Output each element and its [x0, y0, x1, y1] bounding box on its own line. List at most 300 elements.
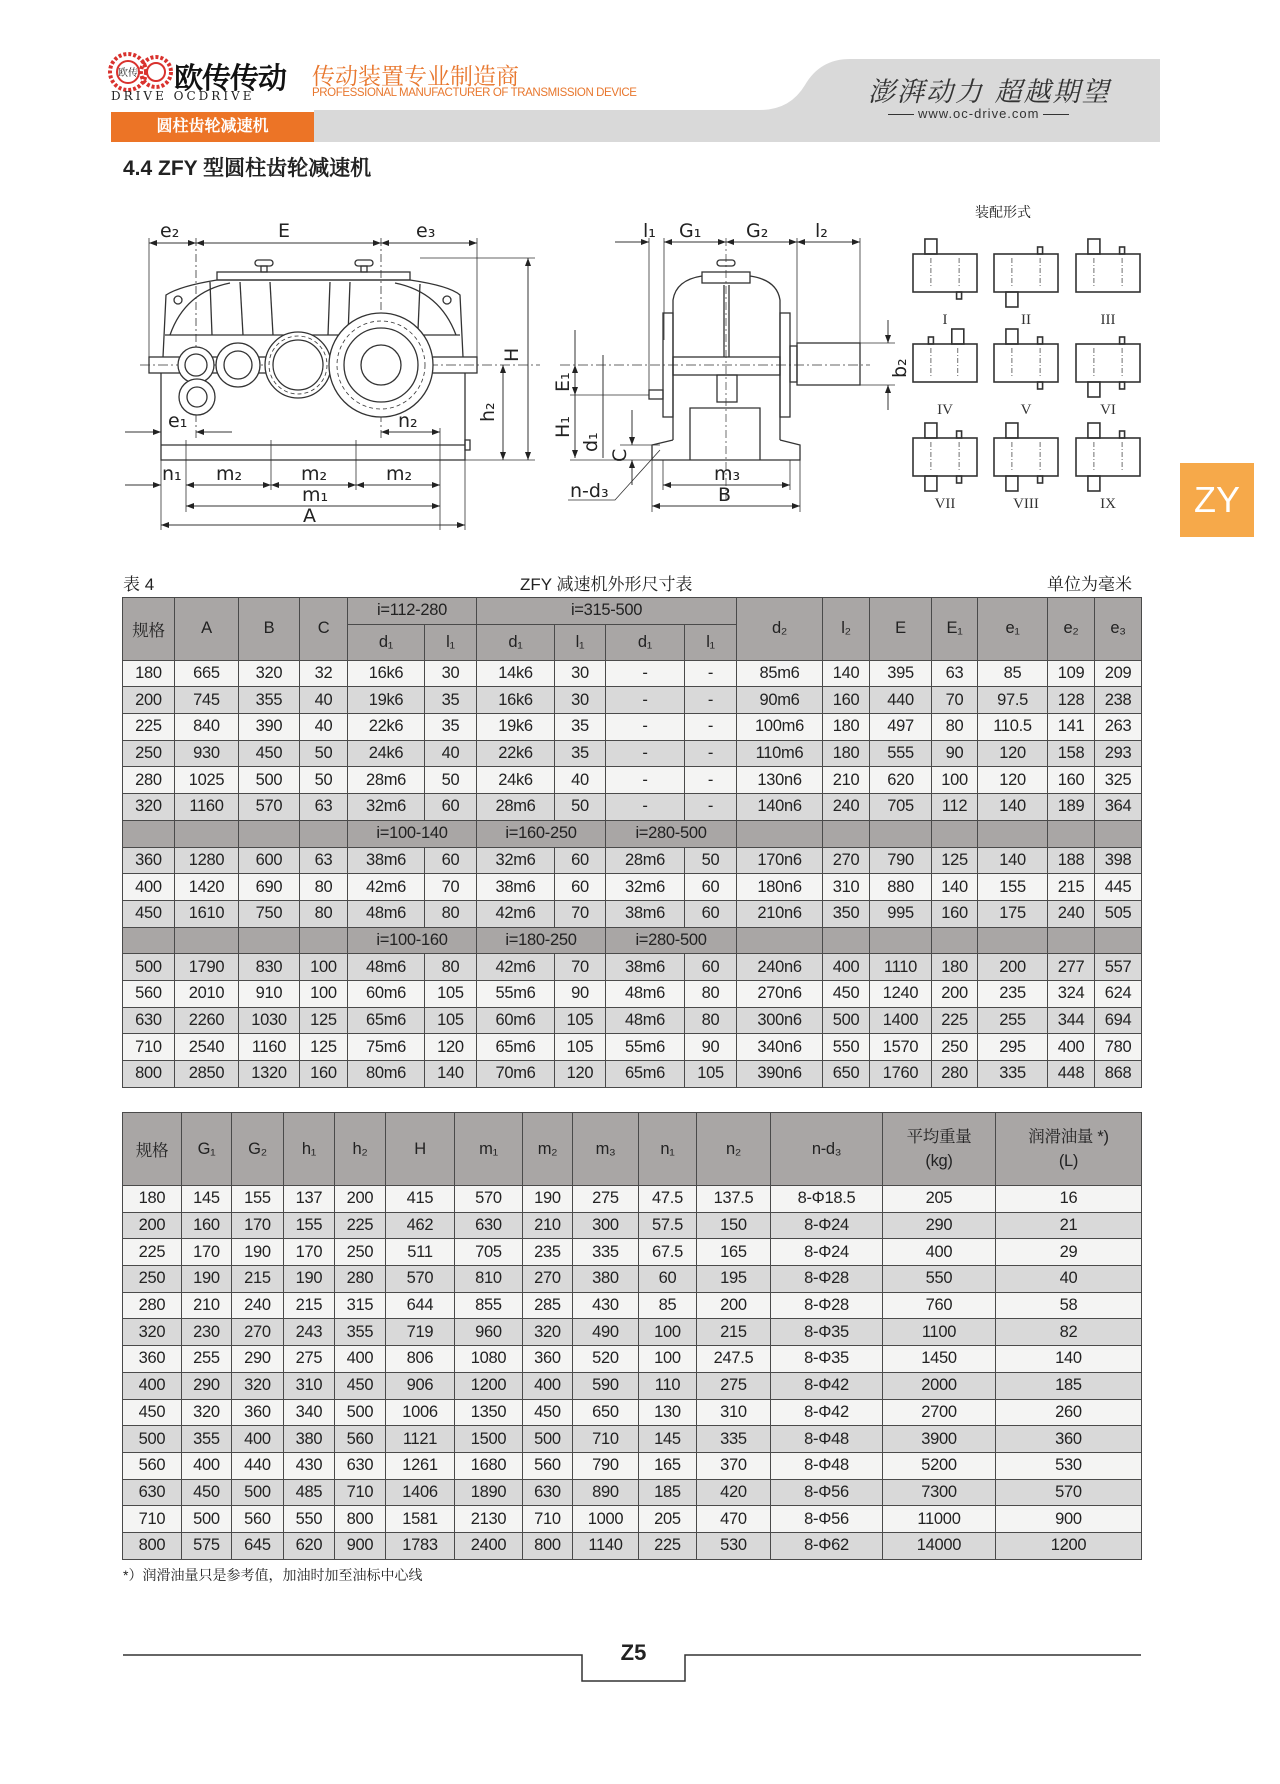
output-shaft [1088, 423, 1100, 438]
table-cell: 180 [123, 660, 175, 687]
table-cell: 630 [455, 1212, 523, 1239]
col-header-line: 平均重量 [906, 1128, 972, 1146]
empty-cell [1095, 820, 1142, 847]
col-header: 规格 [123, 1113, 182, 1186]
table-cell: 500 [523, 1426, 573, 1453]
table-cell: 450 [123, 1399, 182, 1426]
table-cell: 35 [425, 687, 477, 714]
table-cell: 160 [182, 1212, 232, 1239]
output-shaft [1088, 239, 1100, 254]
table-cell: 280 [335, 1266, 386, 1293]
assembly-form-label: II [1021, 312, 1031, 328]
table-cell: 11000 [883, 1506, 996, 1533]
table-cell: 400 [182, 1452, 232, 1479]
table-cell: 8-Φ48 [771, 1452, 883, 1479]
table-cell: 120 [978, 767, 1048, 794]
table-cell: 50 [300, 767, 348, 794]
table-row [123, 1319, 1142, 1346]
side-badge: ZY [1180, 463, 1254, 537]
table-cell: 1350 [455, 1399, 523, 1426]
empty-cell [978, 820, 1048, 847]
housing-box [1076, 254, 1140, 292]
table-cell: 490 [573, 1319, 639, 1346]
table-cell: 430 [284, 1452, 335, 1479]
table-cell: 120 [425, 1034, 477, 1061]
table-cell: 1450 [883, 1346, 996, 1373]
table-cell: 830 [239, 954, 300, 981]
table-cell: 2260 [175, 1007, 239, 1034]
dimension-table-2 [122, 1112, 1142, 1560]
table-cell: 235 [978, 980, 1048, 1007]
output-shaft [1006, 423, 1018, 438]
table-cell: 880 [870, 874, 932, 901]
table-cell: 600 [239, 847, 300, 874]
dim-label: m₃ [714, 463, 741, 485]
table-cell: 80m6 [348, 1061, 425, 1088]
table-row [123, 1212, 1142, 1239]
table-cell: 500 [123, 1426, 182, 1453]
table-cell: 48m6 [348, 954, 425, 981]
table-cell: 395 [870, 660, 932, 687]
table-cell: 189 [1048, 794, 1095, 821]
table-cell: 158 [1048, 740, 1095, 767]
table-row [123, 687, 1142, 714]
col-header-line: (L) [1058, 1152, 1079, 1170]
empty-cell [932, 820, 978, 847]
table-row [123, 1292, 1142, 1319]
table-cell: 215 [232, 1266, 284, 1293]
table-cell: 205 [639, 1506, 697, 1533]
table-cell: 900 [335, 1532, 386, 1559]
table-cell: 38m6 [606, 900, 685, 927]
table-cell: 500 [182, 1506, 232, 1533]
table-cell: 645 [232, 1532, 284, 1559]
table-cell: 690 [239, 874, 300, 901]
table-cell: 240 [823, 794, 870, 821]
table-cell: 32m6 [477, 847, 555, 874]
col-header: A [175, 598, 239, 661]
table-cell: 1500 [455, 1426, 523, 1453]
table-cell: 14000 [883, 1532, 996, 1559]
table-cell: 35 [555, 740, 606, 767]
table-cell: 22k6 [348, 714, 425, 741]
table-row [123, 1186, 1142, 1213]
table-cell: 275 [697, 1372, 771, 1399]
table-cell: 1890 [455, 1479, 523, 1506]
table-cell: 350 [823, 900, 870, 927]
table-row [123, 1479, 1142, 1506]
table-cell: 240 [232, 1292, 284, 1319]
table-cell: 320 [123, 1319, 182, 1346]
input-shaft [1120, 382, 1125, 389]
table-cell: 63 [932, 660, 978, 687]
table-cell: 500 [823, 1007, 870, 1034]
table-cell: 80 [685, 980, 737, 1007]
table-cell: 125 [932, 847, 978, 874]
table-cell: 575 [182, 1532, 232, 1559]
empty-cell [239, 927, 300, 954]
table-cell: 530 [996, 1452, 1142, 1479]
table-cell: 140 [932, 874, 978, 901]
table-cell: 1080 [455, 1346, 523, 1373]
table-cell: 60m6 [477, 1007, 555, 1034]
table-cell: 125 [300, 1007, 348, 1034]
housing-box [994, 438, 1058, 476]
col-header: l₂ [823, 598, 870, 661]
page-number: Z5 [620, 1640, 647, 1665]
table-cell: 24k6 [477, 767, 555, 794]
table-cell: 355 [182, 1426, 232, 1453]
table-cell: 340 [284, 1399, 335, 1426]
table-cell: 141 [1048, 714, 1095, 741]
table-cell: 570 [996, 1479, 1142, 1506]
col-header: l₁ [555, 624, 606, 660]
table-cell: 55m6 [477, 980, 555, 1007]
table-cell: 1570 [870, 1034, 932, 1061]
table-cell: 505 [1095, 900, 1142, 927]
table-row [123, 1346, 1142, 1373]
assembly-form-I [913, 239, 977, 299]
table-cell: 340n6 [737, 1034, 823, 1061]
col-header: d₂ [737, 598, 823, 661]
table-cell: 800 [123, 1532, 182, 1559]
col-header: l₁ [425, 624, 477, 660]
table-cell: 930 [175, 740, 239, 767]
table-cell: 415 [386, 1186, 455, 1213]
table-cell: 550 [284, 1506, 335, 1533]
table-cell: 47.5 [639, 1186, 697, 1213]
table-cell: 70 [425, 874, 477, 901]
table-cell: - [606, 687, 685, 714]
table-cell: 320 [232, 1372, 284, 1399]
table-cell: 130 [639, 1399, 697, 1426]
ratio-header: i=280-500 [606, 820, 737, 847]
table-cell: 70 [932, 687, 978, 714]
col-header: m₂ [523, 1113, 573, 1186]
table-cell: 215 [1048, 874, 1095, 901]
col-header: d₁ [606, 624, 685, 660]
table-cell: 557 [1095, 954, 1142, 981]
table-cell: 355 [239, 687, 300, 714]
input-shaft [957, 292, 962, 299]
table-cell: 560 [123, 980, 175, 1007]
table-cell: 380 [573, 1266, 639, 1293]
table-cell: 1140 [573, 1532, 639, 1559]
table-cell: 320 [523, 1319, 573, 1346]
table-cell: 85m6 [737, 660, 823, 687]
table-cell: 40 [300, 687, 348, 714]
table-cell: 355 [335, 1319, 386, 1346]
empty-cell [823, 927, 870, 954]
table-cell: 560 [123, 1452, 182, 1479]
table-cell: 58 [996, 1292, 1142, 1319]
table-cell: 1121 [386, 1426, 455, 1453]
table-cell: 21 [996, 1212, 1142, 1239]
table-cell: 310 [284, 1372, 335, 1399]
table-cell: 109 [1048, 660, 1095, 687]
table-unit: 单位为毫米 [1047, 575, 1132, 594]
table-cell: 145 [182, 1186, 232, 1213]
col-header: n₁ [639, 1113, 697, 1186]
table-cell: 705 [455, 1239, 523, 1266]
table-cell: 188 [1048, 847, 1095, 874]
table-cell: - [685, 740, 737, 767]
empty-cell [978, 927, 1048, 954]
table-cell: 370 [697, 1452, 771, 1479]
table-cell: 38m6 [606, 954, 685, 981]
table-cell: 1100 [883, 1319, 996, 1346]
table-cell: 85 [639, 1292, 697, 1319]
table-cell: 8-Φ28 [771, 1266, 883, 1293]
table-cell: 128 [1048, 687, 1095, 714]
table-cell: 260 [996, 1399, 1142, 1426]
dim-label: n₁ [162, 463, 182, 485]
table-cell: 105 [425, 1007, 477, 1034]
output-shaft [1006, 292, 1018, 307]
table-cell: 1610 [175, 900, 239, 927]
table-cell: 1261 [386, 1452, 455, 1479]
table-cell: 140 [978, 847, 1048, 874]
empty-cell [823, 820, 870, 847]
table-cell: 32m6 [348, 794, 425, 821]
brand-name: 欧传传动 [174, 63, 287, 95]
table-cell: 140 [996, 1346, 1142, 1373]
table-cell: 2700 [883, 1399, 996, 1426]
empty-cell [123, 927, 175, 954]
table-cell: 250 [932, 1034, 978, 1061]
table-cell: 1406 [386, 1479, 455, 1506]
col-header: l₁ [685, 624, 737, 660]
dim-label: B [718, 484, 732, 506]
table-cell: 240 [1048, 900, 1095, 927]
table-cell: 310 [823, 874, 870, 901]
table-cell: 906 [386, 1372, 455, 1399]
table-cell: 440 [870, 687, 932, 714]
table-cell: 2540 [175, 1034, 239, 1061]
housing-box [1076, 438, 1140, 476]
table-cell: 255 [978, 1007, 1048, 1034]
table-cell: 60 [685, 900, 737, 927]
table-cell: 1200 [455, 1372, 523, 1399]
housing-box [913, 438, 977, 476]
table-cell: 280 [123, 767, 175, 794]
table-cell: 137.5 [697, 1186, 771, 1213]
table-cell: 570 [239, 794, 300, 821]
empty-cell [300, 820, 348, 847]
table-cell: 263 [1095, 714, 1142, 741]
table-cell: 60 [685, 954, 737, 981]
table-row [123, 1239, 1142, 1266]
table-cell: 570 [386, 1266, 455, 1293]
table-cell: 560 [232, 1506, 284, 1533]
table-cell: 243 [284, 1319, 335, 1346]
table-cell: 200 [335, 1186, 386, 1213]
empty-cell [239, 820, 300, 847]
table-cell: 170 [284, 1239, 335, 1266]
table-cell: 400 [1048, 1034, 1095, 1061]
table-cell: 3900 [883, 1426, 996, 1453]
col-header: h₂ [335, 1113, 386, 1186]
assembly-form-VIII [994, 423, 1058, 491]
table-cell: 140 [425, 1061, 477, 1088]
table-cell: 63 [300, 847, 348, 874]
table-cell: 50 [425, 767, 477, 794]
table-row [123, 1506, 1142, 1533]
dim-label: l₂ [815, 220, 828, 242]
ratio-header: i=100-160 [348, 927, 477, 954]
table-cell: 500 [123, 954, 175, 981]
table-cell: 1783 [386, 1532, 455, 1559]
table-cell: 65m6 [606, 1061, 685, 1088]
table-cell: 16 [996, 1186, 1142, 1213]
table-cell: 215 [697, 1319, 771, 1346]
col-header-line: 润滑油量 *) [1028, 1128, 1109, 1146]
table-cell: 8-Φ35 [771, 1346, 883, 1373]
table-cell: 195 [697, 1266, 771, 1293]
table-cell: 1030 [239, 1007, 300, 1034]
input-shaft [1038, 382, 1043, 389]
table-cell: 200 [978, 954, 1048, 981]
table-cell: 60 [685, 874, 737, 901]
table-cell: 570 [455, 1186, 523, 1213]
table-cell: 8-Φ28 [771, 1292, 883, 1319]
table-cell: 19k6 [348, 687, 425, 714]
table-cell: 50 [300, 740, 348, 767]
table-cell: 450 [335, 1372, 386, 1399]
table-cell: 320 [182, 1399, 232, 1426]
empty-cell [870, 927, 932, 954]
assembly-form-V [994, 329, 1058, 389]
table-cell: 40 [300, 714, 348, 741]
table-cell: 1400 [870, 1007, 932, 1034]
table-cell: - [685, 660, 737, 687]
output-shaft [925, 239, 937, 254]
table-cell: 57.5 [639, 1212, 697, 1239]
dim-label: h₂ [477, 402, 499, 422]
table-cell: 60 [425, 794, 477, 821]
table-cell: 150 [697, 1212, 771, 1239]
table-cell: 110.5 [978, 714, 1048, 741]
table-cell: 275 [284, 1346, 335, 1373]
table-cell: 1240 [870, 980, 932, 1007]
table-cell: 215 [284, 1292, 335, 1319]
table-cell: 555 [870, 740, 932, 767]
table-cell: 105 [555, 1007, 606, 1034]
table-cell: 30 [425, 660, 477, 687]
table-cell: 70m6 [477, 1061, 555, 1088]
table-cell: 190 [232, 1239, 284, 1266]
table-cell: 40 [996, 1266, 1142, 1293]
table-cell: 80 [425, 900, 477, 927]
table-cell: 1760 [870, 1061, 932, 1088]
assembly-form-VII [913, 423, 977, 491]
table-row [123, 660, 1142, 687]
table-cell: 293 [1095, 740, 1142, 767]
table-cell: - [685, 714, 737, 741]
table-cell: 125 [300, 1034, 348, 1061]
table-cell: 190 [523, 1186, 573, 1213]
table-cell: 360 [232, 1399, 284, 1426]
table-cell: 277 [1048, 954, 1095, 981]
table-cell: 38m6 [477, 874, 555, 901]
empty-cell [123, 820, 175, 847]
table-cell: 320 [123, 794, 175, 821]
table-cell: 750 [239, 900, 300, 927]
table-cell: - [606, 767, 685, 794]
table-cell: 65m6 [348, 1007, 425, 1034]
table-cell: 1006 [386, 1399, 455, 1426]
ratio-header: i=160-250 [477, 820, 606, 847]
table-cell: 38m6 [348, 847, 425, 874]
assembly-form-label: VIII [1013, 496, 1039, 512]
table-row [123, 1034, 1142, 1061]
table-row [123, 874, 1142, 901]
table-cell: 238 [1095, 687, 1142, 714]
table-cell: 810 [455, 1266, 523, 1293]
table-cell: - [685, 687, 737, 714]
table-cell: 1200 [996, 1532, 1142, 1559]
assembly-form-label: V [1020, 402, 1032, 418]
table-cell: 170 [182, 1239, 232, 1266]
table-cell: 1160 [239, 1034, 300, 1061]
table-cell: 270n6 [737, 980, 823, 1007]
table-cell: 42m6 [348, 874, 425, 901]
table-cell: 1581 [386, 1506, 455, 1533]
table-cell: 7300 [883, 1479, 996, 1506]
table-cell: 445 [1095, 874, 1142, 901]
table-cell: 398 [1095, 847, 1142, 874]
section-tab: 圆柱齿轮减速机 [111, 112, 314, 142]
table-cell: 60m6 [348, 980, 425, 1007]
col-header [883, 1113, 996, 1186]
table-cell: 2850 [175, 1061, 239, 1088]
housing-box [1076, 344, 1140, 382]
table-cell: - [606, 794, 685, 821]
table-row [123, 767, 1142, 794]
table-cell: 8-Φ62 [771, 1532, 883, 1559]
input-shaft [928, 337, 933, 344]
table-cell: 290 [182, 1372, 232, 1399]
table-cell: 1000 [573, 1506, 639, 1533]
table-cell: 630 [335, 1452, 386, 1479]
table-cell: 165 [697, 1239, 771, 1266]
input-shaft [1038, 476, 1043, 483]
table-cell: 448 [1048, 1061, 1095, 1088]
table-cell: 180n6 [737, 874, 823, 901]
table-cell: 800 [523, 1532, 573, 1559]
ratio-header: i=180-250 [477, 927, 606, 954]
dim-label: H [501, 347, 523, 362]
table-cell: 400 [523, 1372, 573, 1399]
table-cell: 450 [239, 740, 300, 767]
table-cell: 240n6 [737, 954, 823, 981]
table-cell: 275 [573, 1186, 639, 1213]
table-cell: 235 [523, 1239, 573, 1266]
table-cell: 390 [239, 714, 300, 741]
table-cell: 24k6 [348, 740, 425, 767]
table-cell: 390n6 [737, 1061, 823, 1088]
table-cell: 90 [685, 1034, 737, 1061]
empty-cell [175, 927, 239, 954]
col-header: n₂ [697, 1113, 771, 1186]
table-row [123, 900, 1142, 927]
table-cell: 105 [425, 980, 477, 1007]
table-cell: 180 [932, 954, 978, 981]
table-cell: 324 [1048, 980, 1095, 1007]
output-shaft [1006, 476, 1018, 491]
assembly-form-label: IX [1100, 496, 1116, 512]
table-cell: 360 [996, 1426, 1142, 1453]
